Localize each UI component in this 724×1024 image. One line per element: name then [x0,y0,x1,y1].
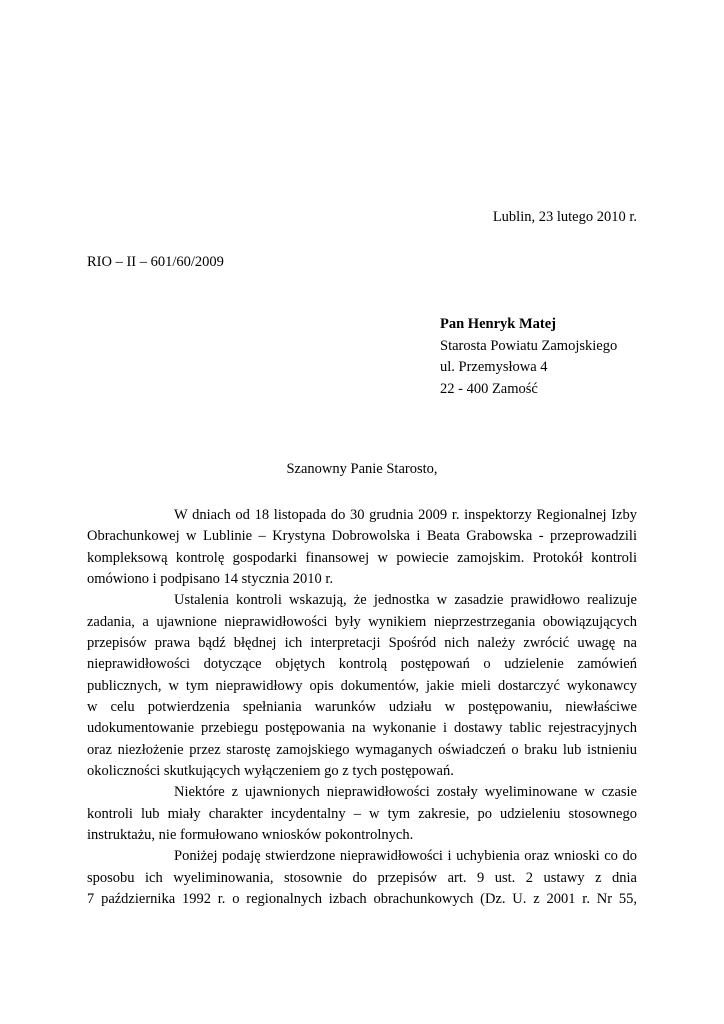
paragraph-1 [87,505,637,590]
body-line: udokumentowanie przebiegu postępowania na wykonanie i dostawy tablic rejestracyjnych [87,720,637,737]
recipient-street: ul. Przemysłowa 4 [440,359,548,376]
body-line: 7 października 1992 r. o regionalnych izbach obrachunkowych (Dz. U. z 2001 r. Nr 55, [87,890,637,907]
body-line: oraz niezłożenie przez starostę zamojskiego wymaganych oświadczeń o braku lub istnieniu [87,741,637,758]
body-line: w celu potwierdzenia spełniania warunków udziału w postępowaniu, niewłaściwe [87,698,637,715]
body-line: omówiono i podpisano 14 stycznia 2010 r. [87,570,334,587]
body-line: W dniach od 18 listopada do 30 grudnia 2009 r. inspektorzy Regionalnej Izby [174,507,637,523]
salutation: Szanowny Panie Starosto, [286,461,438,477]
body-line: instruktażu, nie formułowano wniosków pokontrolnych. [87,826,414,843]
recipient-address [440,314,617,400]
body-line: Niektóre z ujawnionych nieprawidłowości zostały wyeliminowane w czasie [174,784,637,801]
body-line: Ustalenia kontroli wskazują, że jednostka w zasadzie prawidłowo realizuje [174,592,637,609]
place-date: Lublin, 23 lutego 2010 r. [492,209,637,225]
body-line: Obrachunkowej w Lublinie – Krystyna Dobrowolska i Beata Grabowska - przeprowadzili [87,528,637,545]
paragraph-2 [87,590,637,782]
paragraph-3 [87,782,637,846]
body-line: okoliczności skutkujących wyłączeniem go z tych postępowań. [87,762,454,779]
recipient-postal-city: 22 - 400 Zamość [440,380,538,397]
body-line: kompleksową kontrolę gospodarki finansowej w powiecie zamojskim. Protokół kontroli [87,549,637,566]
body-line: publicznych, w tym nieprawidłowy opis dokumentów, jakie mieli dostarczyć wykonawcy [87,677,637,694]
body-line: zadania, a ujawnione nieprawidłowości były wynikiem nieprzestrzegania obowiązujących [87,613,637,630]
reference-number: RIO – II – 601/60/2009 [87,254,224,270]
paragraph-4 [87,846,637,910]
body-line: kontroli lub miały charakter incydentalny – w tym zakresie, po udzieleniu stosownego [87,805,637,822]
recipient-position: Starosta Powiatu Zamojskiego [440,337,618,354]
body-line: sposobu ich wyeliminowania, stosownie do przepisów art. 9 ust. 2 ustawy z dnia [87,869,637,886]
body-line: przepisów prawa bądź błędnej ich interpretacji Spośród nich należy zwrócić uwagę na [87,634,637,651]
letter-body [87,505,637,910]
recipient-name: Pan Henryk Matej [440,316,556,332]
body-line: Poniżej podaję stwierdzone nieprawidłowości i uchybienia oraz wnioski co do [174,848,637,865]
body-line: nieprawidłowości dotyczące objętych kontrolą postępowań o udzielenie zamówień [87,656,637,673]
